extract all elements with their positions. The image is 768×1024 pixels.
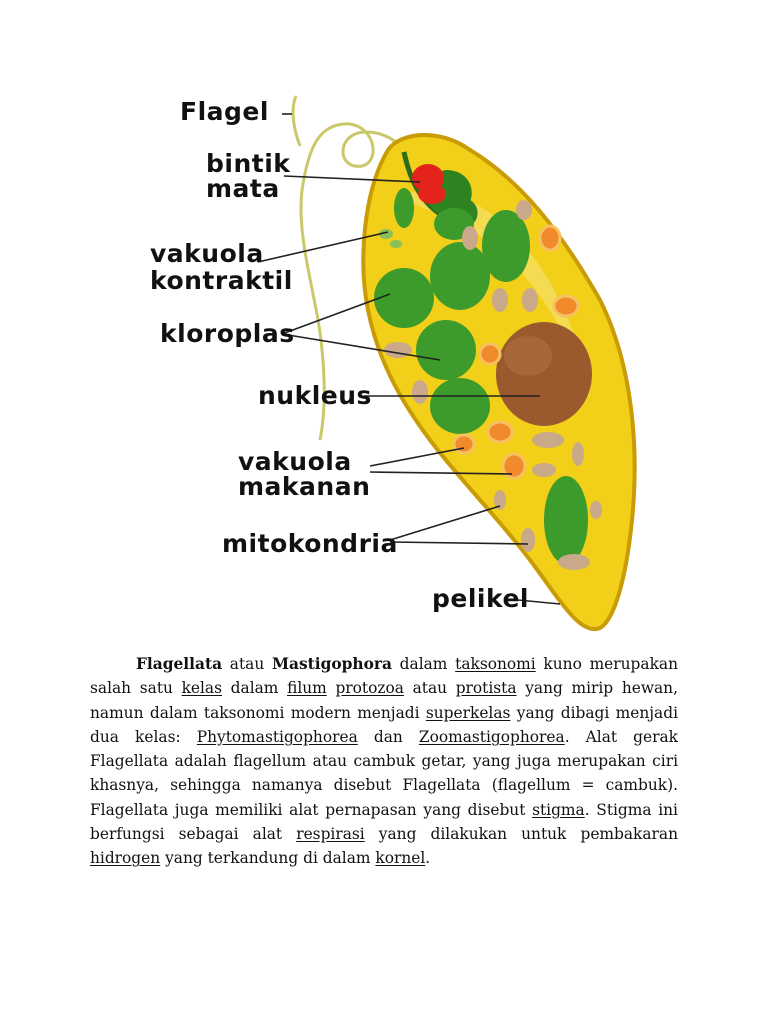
label-pelikel: pelikel	[432, 584, 529, 613]
text-run: atau	[222, 655, 272, 673]
chloroplast	[394, 188, 414, 228]
chloroplast	[544, 476, 588, 564]
food-vacuole	[554, 296, 578, 316]
label-kloroplas: kloroplas	[160, 319, 295, 348]
mitochondrion	[558, 554, 590, 570]
text-run: . Stigma ini berfungsi sebagai alat	[90, 800, 678, 844]
link-protista[interactable]: protista	[455, 679, 517, 698]
mitochondrion	[521, 528, 535, 552]
label-flagel: Flagel	[180, 97, 269, 126]
link-stigma[interactable]: stigma	[532, 800, 585, 819]
pointer-mitokondria-1	[390, 506, 500, 540]
text-run: kuno merupakan salah satu	[90, 655, 678, 698]
mitochondrion	[572, 442, 584, 466]
food-vacuole	[480, 344, 500, 364]
food-vacuole	[454, 435, 474, 453]
chloroplast	[430, 242, 490, 310]
mitochondrion	[492, 288, 508, 312]
flagellum-tip	[293, 96, 300, 146]
link-zoomastigophorea[interactable]: Zoomastigophorea	[418, 727, 565, 746]
label-vakuola-makanan-2: makanan	[238, 472, 371, 501]
term-mastigophora: Mastigophora	[271, 655, 392, 673]
chloroplast	[430, 378, 490, 434]
link-hidrogen[interactable]: hidrogen	[90, 849, 161, 868]
link-kelas[interactable]: kelas	[181, 679, 223, 698]
mitochondrion	[532, 463, 556, 477]
mitochondrion	[384, 342, 412, 358]
link-superkelas[interactable]: superkelas	[425, 703, 511, 722]
mitochondrion	[516, 200, 532, 220]
chloroplast	[482, 210, 530, 282]
text-run: dalam	[222, 679, 288, 698]
text-run: dan	[357, 727, 419, 746]
link-protozoa[interactable]: protozoa	[335, 679, 404, 698]
food-vacuole	[488, 422, 512, 442]
mitochondrion	[412, 380, 428, 404]
link-phytomastigophorea[interactable]: Phytomastigophorea	[196, 727, 358, 746]
nucleus-shade	[504, 336, 552, 376]
text-run: atau	[403, 679, 456, 698]
mitochondrion	[522, 288, 538, 312]
text-run: . Alat gerak Flagellata adalah flagellum atau cambuk getar, yang juga merupakan ciri khasnya, sehingga namanya disebut Flagellata (flagellum = cambuk). Flagellata juga memiliki alat pernapasan yang disebut	[90, 727, 678, 819]
label-vakuola-makanan-1: vakuola	[238, 447, 352, 476]
text-run: .	[425, 849, 431, 868]
link-respirasi[interactable]: respirasi	[296, 825, 365, 844]
mitochondrion	[462, 226, 478, 250]
mitochondrion	[590, 501, 602, 519]
label-nukleus: nukleus	[258, 381, 372, 410]
description-paragraph	[90, 652, 678, 871]
text-run: yang mirip hewan, namun dalam taksonomi modern menjadi	[90, 679, 678, 722]
label-vakuola-kontraktil-2: kontraktil	[150, 266, 293, 295]
chloroplast	[416, 320, 476, 380]
term-flagellata: Flagellata	[136, 655, 223, 673]
link-filum[interactable]: filum	[287, 679, 327, 698]
text-run: yang dibagi menjadi dua kelas:	[90, 703, 678, 746]
label-mitokondria: mitokondria	[222, 529, 398, 558]
link-kornel[interactable]: kornel	[375, 849, 426, 868]
pointer-mitokondria-2	[390, 542, 528, 544]
text-run: yang dilakukan untuk pembakaran	[364, 825, 678, 844]
label-bintik: bintik	[206, 149, 291, 178]
contractile-vacuole	[390, 240, 402, 248]
label-mata: mata	[206, 174, 280, 203]
text-run: dalam	[391, 655, 456, 673]
food-vacuole	[540, 226, 560, 250]
nucleus	[496, 322, 592, 426]
label-vakuola-kontraktil-1: vakuola	[150, 239, 264, 268]
eyespot-2	[418, 184, 446, 204]
chloroplast	[374, 268, 434, 328]
link-taksonomi[interactable]: taksonomi	[455, 655, 536, 673]
text-run: yang terkandung di dalam	[160, 849, 376, 868]
mitochondrion	[532, 432, 564, 448]
